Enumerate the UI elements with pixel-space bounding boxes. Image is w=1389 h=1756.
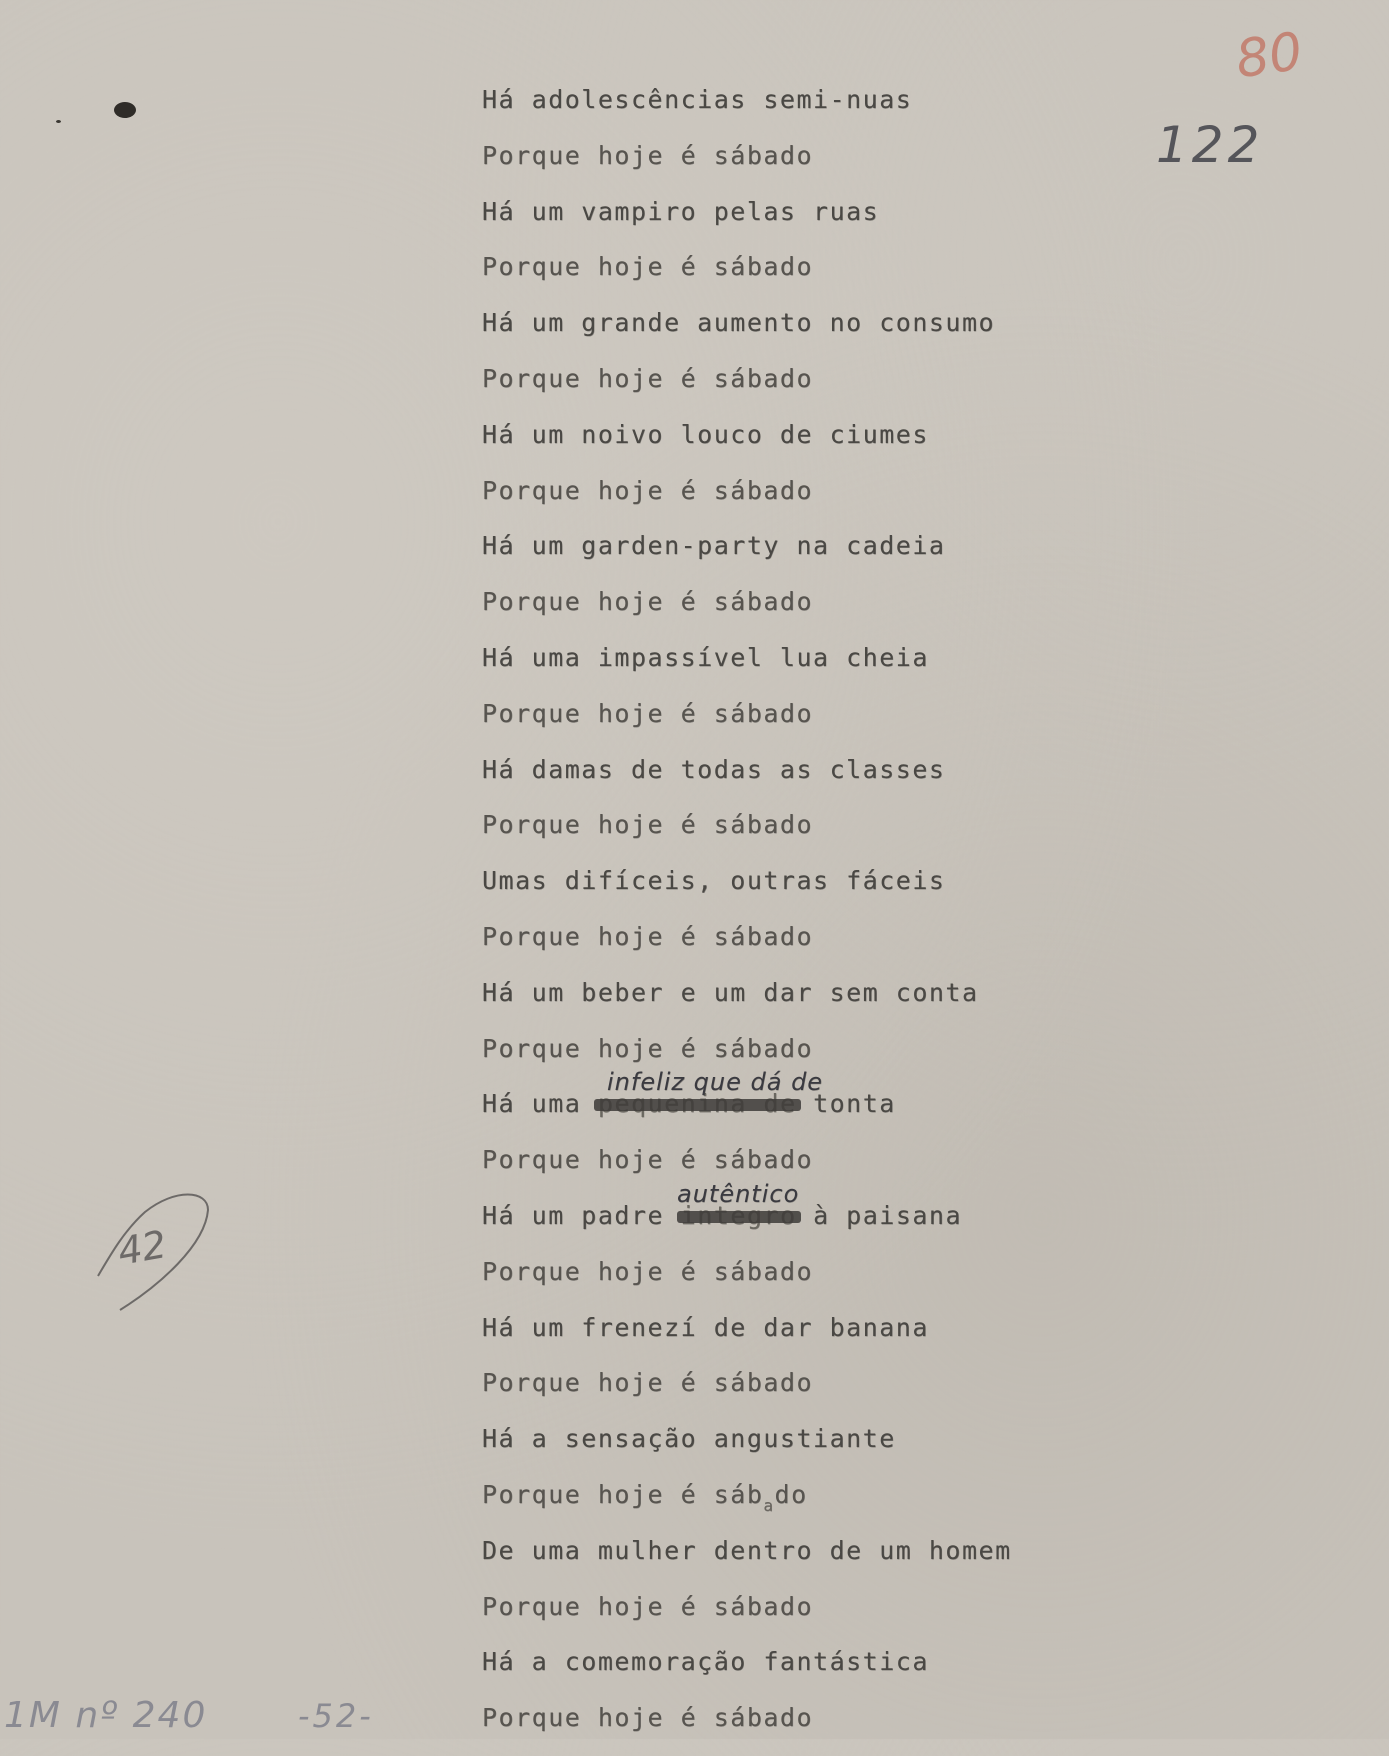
poem-line: Porque hoje é sábado <box>482 1703 814 1733</box>
poem-line: Há um grande aumento no consumo <box>482 308 996 338</box>
paper-speck <box>56 120 61 123</box>
poem-line: Há adolescências semi-nuas <box>482 85 913 114</box>
poem-line: Há um beber e um dar sem conta <box>482 977 979 1007</box>
circled-number <box>90 1190 210 1320</box>
line-text: à paisana <box>813 1200 963 1230</box>
poem-line: Porque hoje é sábado <box>482 1591 814 1621</box>
poem-line: Há a sensação angustiante <box>482 1424 896 1454</box>
poem-line: Umas difíceis, outras fáceis <box>482 866 946 896</box>
strike-scribble <box>677 1211 801 1223</box>
poem-line: Há um noivo louco de ciumes <box>482 419 929 449</box>
poem-line: Porque hoje é sábado <box>482 1256 814 1286</box>
poem-line: De uma mulher dentro de um homem <box>482 1535 1012 1565</box>
poem-line: Porque hoje é sábado <box>482 587 814 617</box>
red-pencil-number: 80 <box>1232 21 1307 91</box>
poem-line: Porque hoje é sábado <box>482 475 814 505</box>
line-text: Porque hoje é sáb <box>482 1479 764 1509</box>
poem-line: Porque hoje é sábado <box>482 140 814 170</box>
line-text: Há um padre <box>482 1200 665 1230</box>
circled-number-text: 42 <box>114 1222 170 1274</box>
archive-reference: 1M nº 240 <box>4 1695 208 1736</box>
poem-line: Porque hoje é sábado <box>482 252 814 282</box>
poem-line: Porque hoje é sábado <box>482 921 814 951</box>
poem-line: Porque hoje é sábado <box>482 363 814 393</box>
line-text: do <box>774 1479 808 1509</box>
handwritten-insertion: autêntico <box>677 1179 800 1208</box>
poem-line: Há um vampiro pelas ruas <box>482 196 880 226</box>
poem-body <box>482 82 1012 1756</box>
poem-line: Há uma impassível lua cheia <box>482 642 929 672</box>
line-text: Há uma <box>482 1089 582 1119</box>
poem-line: Há damas de todas as classes <box>482 754 946 784</box>
handwritten-insertion: infeliz que dá de <box>607 1068 824 1097</box>
poem-line: Porque hoje é sábado <box>482 698 814 728</box>
poem-line: Porque hoje é sábado <box>482 1368 814 1398</box>
page-footer-number: -52- <box>298 1697 374 1735</box>
poem-line: Porque hoje é sábado <box>482 1145 814 1175</box>
poem-line-corrected <box>482 1179 1012 1254</box>
poem-line: Há um frenezí de dar banana <box>482 1312 929 1342</box>
poem-line: Há a comemoração fantástica <box>482 1647 929 1677</box>
poem-line: Porque hoje é sábado <box>482 1033 814 1063</box>
pencil-page-number: 122 <box>1156 116 1264 174</box>
line-text: tonta <box>813 1089 896 1119</box>
punch-hole <box>114 102 136 118</box>
poem-line: Porque hoje é sábado <box>482 810 814 840</box>
poem-line-corrected <box>482 1068 1012 1142</box>
poem-line-typo <box>482 1477 1012 1533</box>
poem-line: Há um garden-party na cadeia <box>482 531 946 561</box>
strike-scribble <box>594 1099 801 1111</box>
misstruck-letter: a <box>763 1495 775 1515</box>
